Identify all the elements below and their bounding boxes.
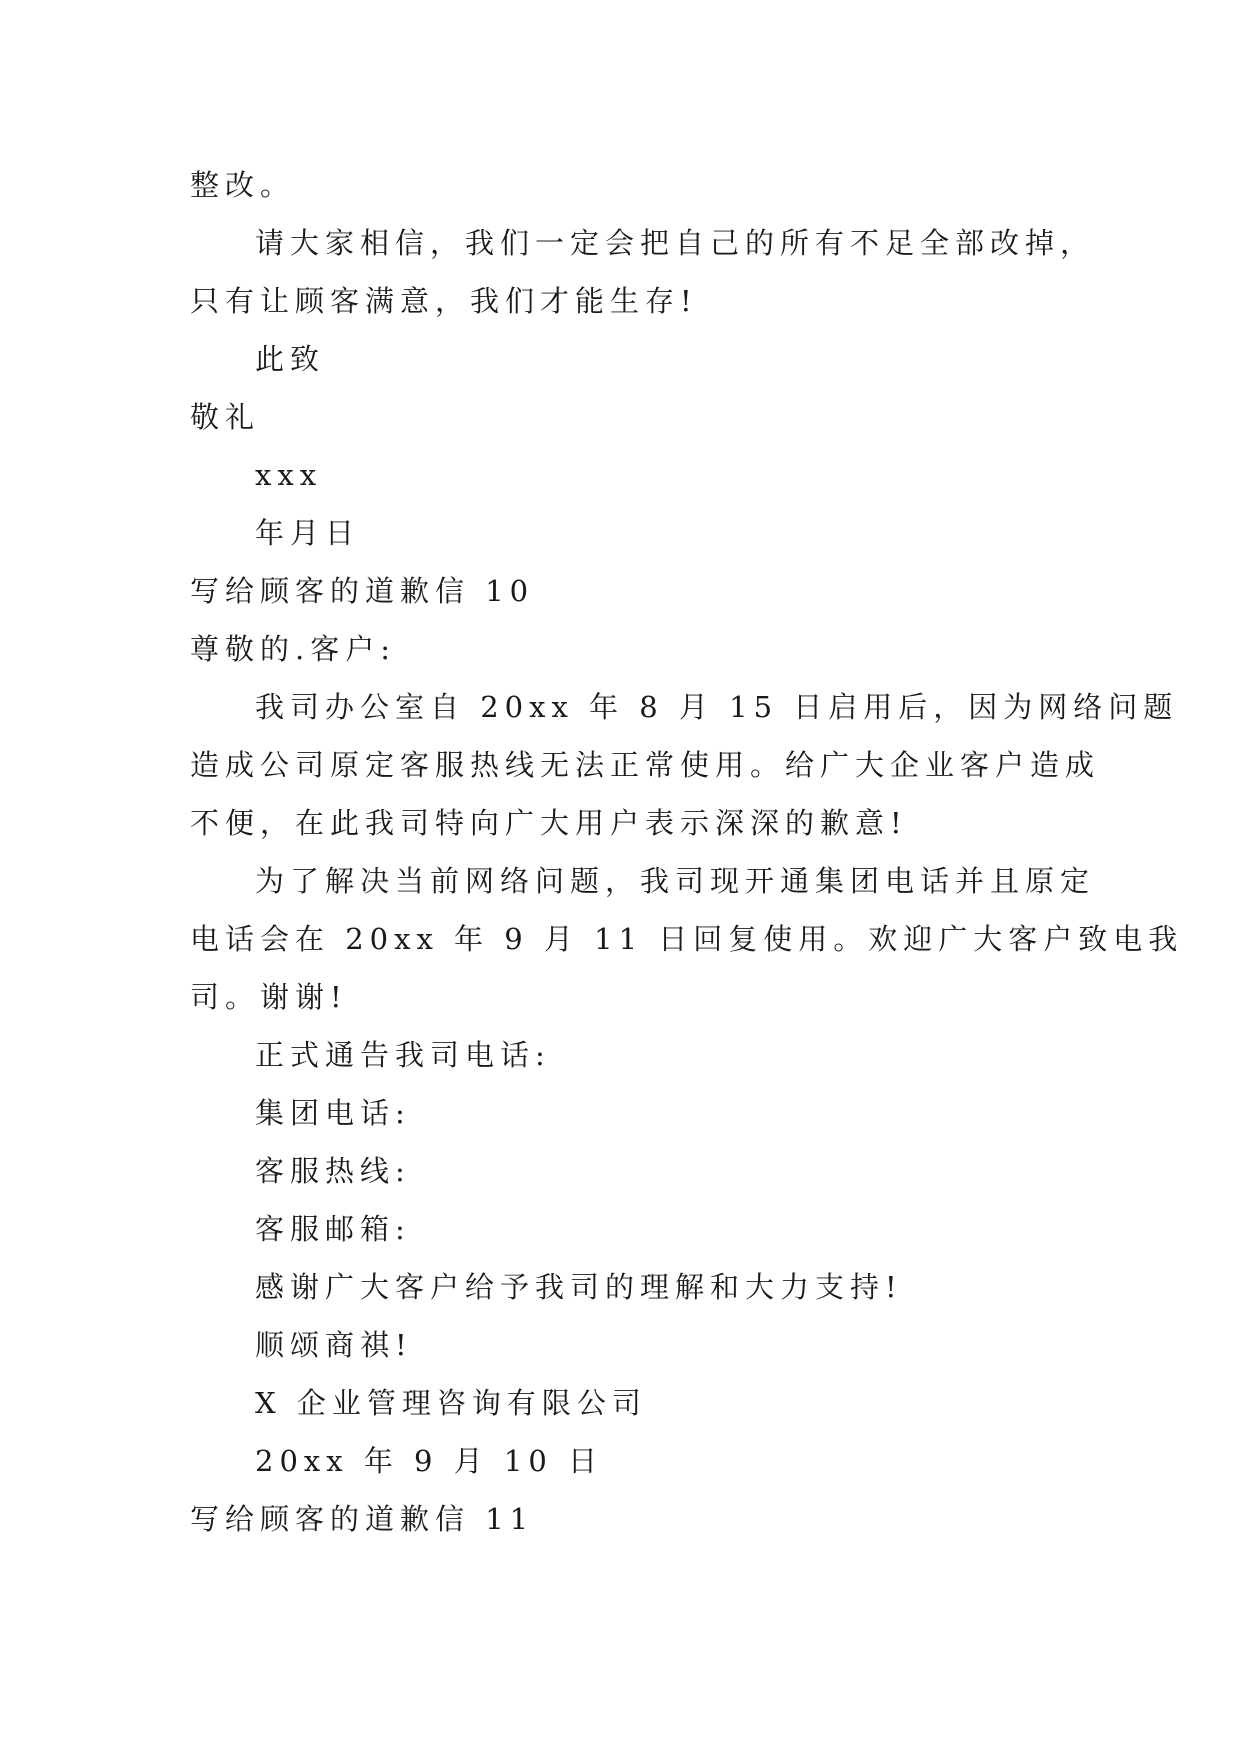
- paragraph-line: 感谢广大客户给予我司的理解和大力支持!: [255, 1270, 903, 1304]
- paragraph-line: 为了解决当前网络问题，我司现开通集团电话并且原定: [255, 864, 1096, 898]
- closing-salutation: 敬礼: [190, 400, 261, 434]
- closing-salutation: 顺颂商祺!: [255, 1328, 413, 1362]
- greeting: 尊敬的.客户:: [190, 632, 396, 666]
- paragraph-line: 我司办公室自 20xx 年 8 月 15 日启用后，因为网络问题: [255, 690, 1179, 724]
- paragraph-line: 请大家相信，我们一定会把自己的所有不足全部改掉，: [255, 226, 1096, 260]
- closing-salutation: 此致: [255, 342, 326, 376]
- paragraph-line: 只有让顾客满意，我们才能生存!: [190, 284, 698, 318]
- paragraph-line: 司。谢谢!: [190, 980, 348, 1014]
- section-heading: 写给顾客的道歉信 10: [190, 574, 535, 608]
- paragraph-line: 电话会在 20xx 年 9 月 11 日回复使用。欢迎广大客户致电我: [190, 922, 1184, 956]
- contact-line: 集团电话:: [255, 1096, 411, 1130]
- paragraph-line: 不便，在此我司特向广大用户表示深深的歉意!: [190, 806, 908, 840]
- contact-line: 客服热线:: [255, 1154, 411, 1188]
- paragraph-line: 造成公司原定客服热线无法正常使用。给广大企业客户造成: [190, 748, 1101, 782]
- contact-line: 客服邮箱:: [255, 1212, 411, 1246]
- signature-name: xxx: [255, 458, 323, 492]
- signature-date: 年月日: [255, 516, 361, 550]
- section-heading: 写给顾客的道歉信 11: [190, 1502, 535, 1536]
- paragraph-line: 正式通告我司电话:: [255, 1038, 551, 1072]
- paragraph-line: 整改。: [190, 168, 296, 202]
- signature-name: X 企业管理咨询有限公司: [255, 1386, 647, 1420]
- signature-date: 20xx 年 9 月 10 日: [255, 1444, 604, 1478]
